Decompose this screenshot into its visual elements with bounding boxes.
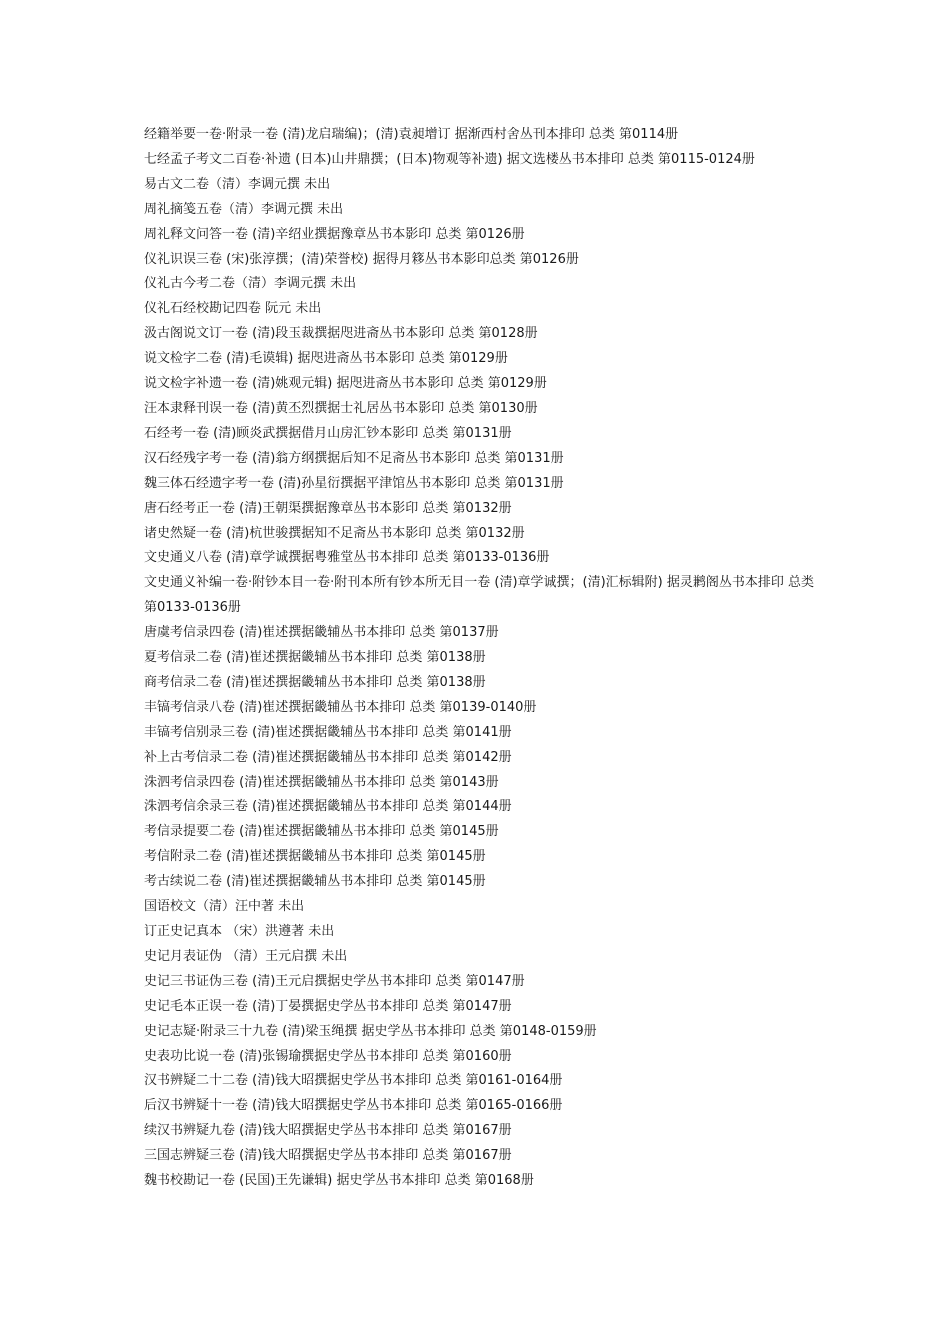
catalog-entry: 唐石经考正一卷 (清)王朝渠撰据豫章丛书本影印 总类 第0132册 [144,500,512,516]
catalog-entry: 周礼释文问答一卷 (清)辛绍业撰据豫章丛书本影印 总类 第0126册 [144,226,525,242]
catalog-entry: 后汉书辨疑十一卷 (清)钱大昭撰据史学丛书本排印 总类 第0165-0166册 [144,1098,563,1114]
catalog-entry: 汉书辨疑二十二卷 (清)钱大昭撰据史学丛书本排印 总类 第0161-0164册 [144,1073,563,1089]
catalog-entry: 仪礼古今考二卷（清）李调元撰 未出 [144,276,357,292]
catalog-entry: 说文检字补遗一卷 (清)姚观元辑) 据咫进斋丛书本影印 总类 第0129册 [144,376,547,392]
catalog-entry: 史记月表证伪 （清）王元启撰 未出 [144,948,348,964]
catalog-list [144,123,824,1194]
catalog-entry: 经籍举要一卷·附录一卷 (清)龙启瑞编)；(清)袁昶增订 据渐西村舍丛刊本排印 总类 第0114册 [144,127,679,142]
catalog-entry: 丰镐考信别录三卷 (清)崔述撰据畿辅丛书本排印 总类 第0141册 [144,724,512,740]
catalog-entry: 史记毛本正误一卷 (清)丁晏撰据史学丛书本排印 总类 第0147册 [144,998,512,1014]
catalog-entry: 考古续说二卷 (清)崔述撰据畿辅丛书本排印 总类 第0145册 [144,874,486,890]
catalog-entry: 魏书校勘记一卷 (民国)王先谦辑) 据史学丛书本排印 总类 第0168册 [144,1173,534,1189]
catalog-entry: 唐虞考信录四卷 (清)崔述撰据畿辅丛书本排印 总类 第0137册 [144,625,499,641]
catalog-entry: 洙泗考信录四卷 (清)崔述撰据畿辅丛书本排印 总类 第0143册 [144,774,499,790]
catalog-entry: 文史通义八卷 (清)章学诚撰据粤雅堂丛书本排印 总类 第0133-0136册 [144,550,550,566]
catalog-entry: 夏考信录二卷 (清)崔述撰据畿辅丛书本排印 总类 第0138册 [144,650,486,666]
catalog-entry: 史记志疑·附录三十九卷 (清)梁玉绳撰 据史学丛书本排印 总类 第0148-0159册 [144,1023,597,1039]
catalog-entry: 补上古考信录二卷 (清)崔述撰据畿辅丛书本排印 总类 第0142册 [144,749,512,765]
catalog-entry: 说文检字二卷 (清)毛谟辑) 据咫进斋丛书本影印 总类 第0129册 [144,351,508,367]
catalog-entry: 汪本隶释刊误一卷 (清)黄丕烈撰据士礼居丛书本影印 总类 第0130册 [144,400,538,416]
catalog-entry: 汲古阁说文订一卷 (清)段玉裁撰据咫进斋丛书本影印 总类 第0128册 [144,326,538,342]
catalog-entry: 三国志辨疑三卷 (清)钱大昭撰据史学丛书本排印 总类 第0167册 [144,1148,512,1164]
catalog-entry: 易古文二卷（清）李调元撰 未出 [144,176,331,192]
catalog-entry: 文史通义补编一卷·附钞本目一卷·附刊本所有钞本所无目一卷 (清)章学诚撰；(清)汇标辑附) 据灵鹣阁丛书本排印 总类 第0133-0136册 [144,575,815,616]
catalog-entry: 仪礼石经校勘记四卷 阮元 未出 [144,301,322,317]
catalog-entry: 汉石经残字考一卷 (清)翁方纲撰据后知不足斋丛书本影印 总类 第0131册 [144,450,564,466]
catalog-entry: 周礼摘笺五卷（清）李调元撰 未出 [144,201,344,217]
catalog-entry: 考信附录二卷 (清)崔述撰据畿辅丛书本排印 总类 第0145册 [144,849,486,865]
catalog-entry: 国语校文（清）汪中著 未出 [144,899,305,915]
catalog-entry: 考信录提要二卷 (清)崔述撰据畿辅丛书本排印 总类 第0145册 [144,824,499,840]
catalog-entry: 史记三书证伪三卷 (清)王元启撰据史学丛书本排印 总类 第0147册 [144,973,525,989]
catalog-entry: 洙泗考信余录三卷 (清)崔述撰据畿辅丛书本排印 总类 第0144册 [144,799,512,815]
catalog-entry: 订正史记真本 （宋）洪遵著 未出 [144,924,335,939]
catalog-entry: 商考信录二卷 (清)崔述撰据畿辅丛书本排印 总类 第0138册 [144,674,486,690]
catalog-entry: 仪礼识误三卷 (宋)张淳撰；(清)荣誉校) 据得月簃丛书本影印总类 第0126册 [144,251,579,267]
catalog-entry: 丰镐考信录八卷 (清)崔述撰据畿辅丛书本排印 总类 第0139-0140册 [144,699,537,715]
catalog-entry: 诸史然疑一卷 (清)杭世骏撰据知不足斋丛书本影印 总类 第0132册 [144,525,525,541]
catalog-entry: 续汉书辨疑九卷 (清)钱大昭撰据史学丛书本排印 总类 第0167册 [144,1123,512,1139]
catalog-entry: 石经考一卷 (清)顾炎武撰据借月山房汇钞本影印 总类 第0131册 [144,425,512,441]
catalog-entry: 魏三体石经遗字考一卷 (清)孙星衍撰据平津馆丛书本影印 总类 第0131册 [144,475,564,491]
catalog-entry: 七经孟子考文二百卷·补遗 (日本)山井鼎撰；(日本)物观等补遗) 据文选楼丛书本排印 总类 第0115-0124册 [144,151,755,167]
catalog-entry: 史表功比说一卷 (清)张锡瑜撰据史学丛书本排印 总类 第0160册 [144,1048,512,1064]
